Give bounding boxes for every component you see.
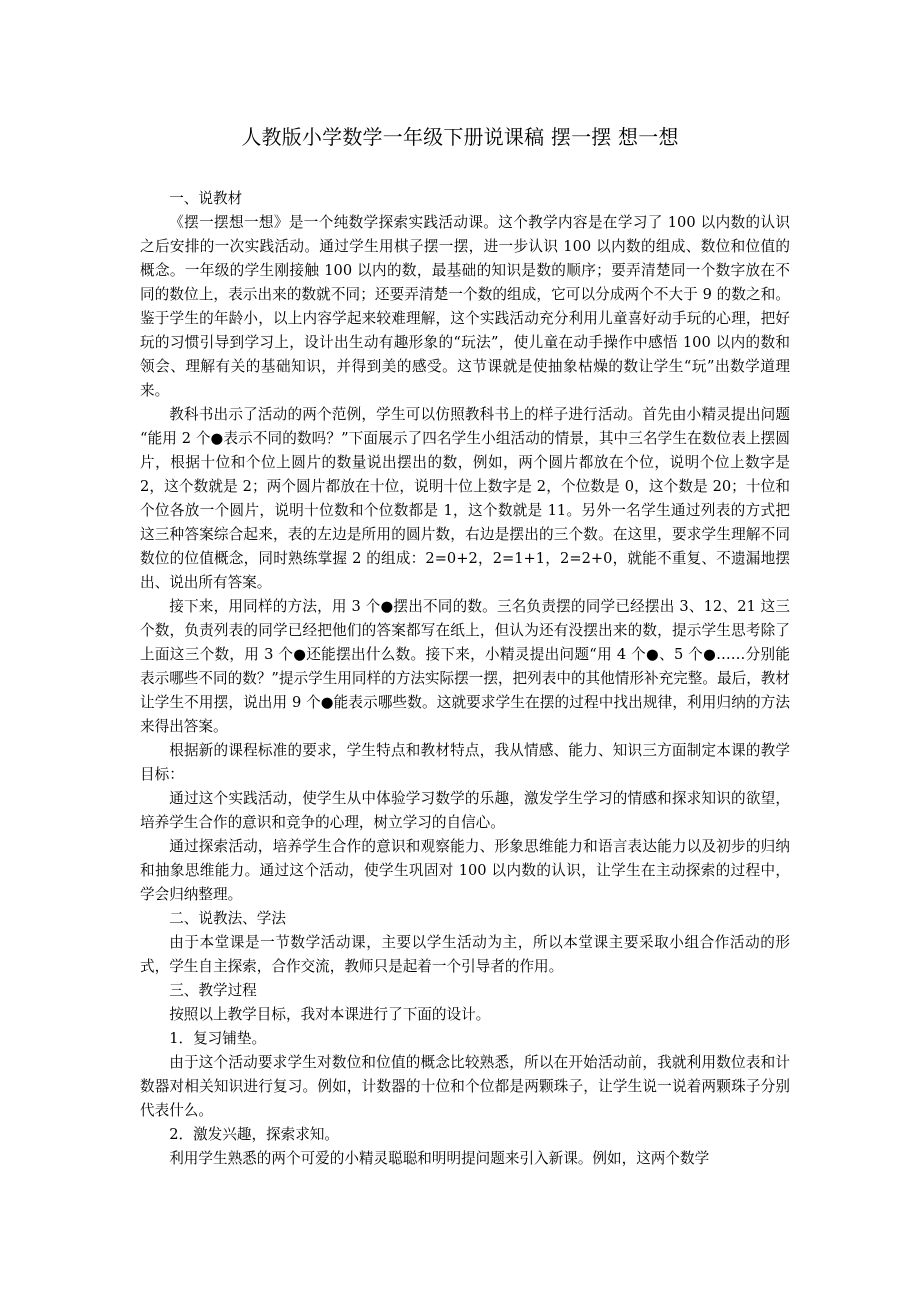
paragraph: 根据新的课程标准的要求，学生特点和教材特点，我从情感、能力、知识三方面制定本课的教学目标：: [140, 742, 790, 783]
paragraph: 教科书出示了活动的两个范例，学生可以仿照教科书上的样子进行活动。首先由小精灵提出问题 “能用 2 个●表示不同的数吗？”下面展示了四名学生小组活动的情景，其中三名学生在数位表上摆圆片，根据十位和个位上圆片的数量说出摆出的数，例如，两个圆片都放在个位，说明个位上数字是 2，这个数就是 2；两个圆片都放在十位，说明十位上数字是 2，个位数是 0，这个数是 20；十位和个位各放一个圆片，说明十位数和个位数都是 1，这个数就是 11。另外一名学生通过列表的方式把这三种答案综合起来，表的左边是所用的圆片数，右边是摆出的三个数。在这里，要求学生理解不同数位的位值概念，同时熟练掌握 2 的组成：2=0+2，2=1+1，2=2+0，就能不重复、不遗漏地摆出、说出所有答案。: [140, 406, 790, 591]
document-title: 人教版小学数学一年级下册说课稿 摆一摆 想一想: [241, 125, 679, 149]
paragraph: 接下来，用同样的方法，用 3 个●摆出不同的数。三名负责摆的同学已经摆出 3、12、21 这三个数，负责列表的同学已经把他们的答案都写在纸上，但认为还有没摆出来的数，提示学生思考除了上面这三个数，用 3 个●还能摆出什么数。接下来，小精灵提出问题“用 4 个●、5 个●……分别能表示哪些不同的数？”提示学生用同样的方法实际摆一摆，把列表中的其他情形补充完整。最后，教材让学生不用摆，说出用 9 个●能表示哪些数。这就要求学生在摆的过程中找出规律，利用归纳的方法来得出答案。: [140, 598, 790, 735]
paragraph: 由于这个活动要求学生对数位和位值的概念比较熟悉，所以在开始活动前，我就利用数位表和计数器对相关知识进行复习。例如，计数器的十位和个位都是两颗珠子，让学生说一说着两颗珠子分别代表什么。: [140, 1054, 790, 1119]
paragraph: 按照以上教学目标，我对本课进行了下面的设计。: [169, 1006, 491, 1023]
paragraph: 由于本堂课是一节数学活动课，主要以学生活动为主，所以本堂课主要采取小组合作活动的形式，学生自主探索，合作交流，教师只是起着一个引导者的作用。: [140, 934, 790, 975]
document-body: [140, 187, 790, 1171]
paragraph: 通过探索活动，培养学生合作的意识和观察能力、形象思维能力和语言表达能力以及初步的归纳和抽象思维能力。通过这个活动，使学生巩固对 100 以内数的认识，让学生在主动探索的过程中，学会归纳整理。: [140, 838, 790, 903]
paragraph: 利用学生熟悉的两个可爱的小精灵聪聪和明明提问题来引入新课。例如，这两个数学: [169, 1150, 710, 1167]
section-heading-textbook: 一、说教材: [169, 190, 243, 207]
numbered-item: 2．激发兴趣，探索求知。: [169, 1126, 340, 1143]
numbered-item: 1．复习铺垫。: [169, 1030, 267, 1047]
section-heading-process: 三、教学过程: [169, 982, 257, 999]
section-heading-methods: 二、说教法、学法: [169, 910, 286, 927]
paragraph: 通过这个实践活动，使学生从中体验学习数学的乐趣，激发学生学习的情感和探求知识的欲望，培养学生合作的意识和竞争的心理，树立学习的自信心。: [140, 790, 790, 831]
paragraph: 《摆一摆想一想》是一个纯数学探索实践活动课。这个教学内容是在学习了 100 以内数的认识之后安排的一次实践活动。通过学生用棋子摆一摆，进一步认识 100 以内数的组成、数位和位值的概念。一年级的学生刚接触 100 以内的数，最基础的知识是数的顺序；要弄清楚同一个数字放在不同的数位上，表示出来的数就不同；还要弄清楚一个数的组成，它可以分成两个不大于 9 的数之和。鉴于学生的年龄小，以上内容学起来较难理解，这个实践活动充分利用儿童喜好动手玩的心理，把好玩的习惯引导到学习上，设计出生动有趣形象的“玩法”，使儿童在动手操作中感悟 100 以内的数和领会、理解有关的基础知识，并得到美的感受。这节课就是使抽象枯燥的数让学生“玩”出数学道理来。: [140, 214, 790, 399]
